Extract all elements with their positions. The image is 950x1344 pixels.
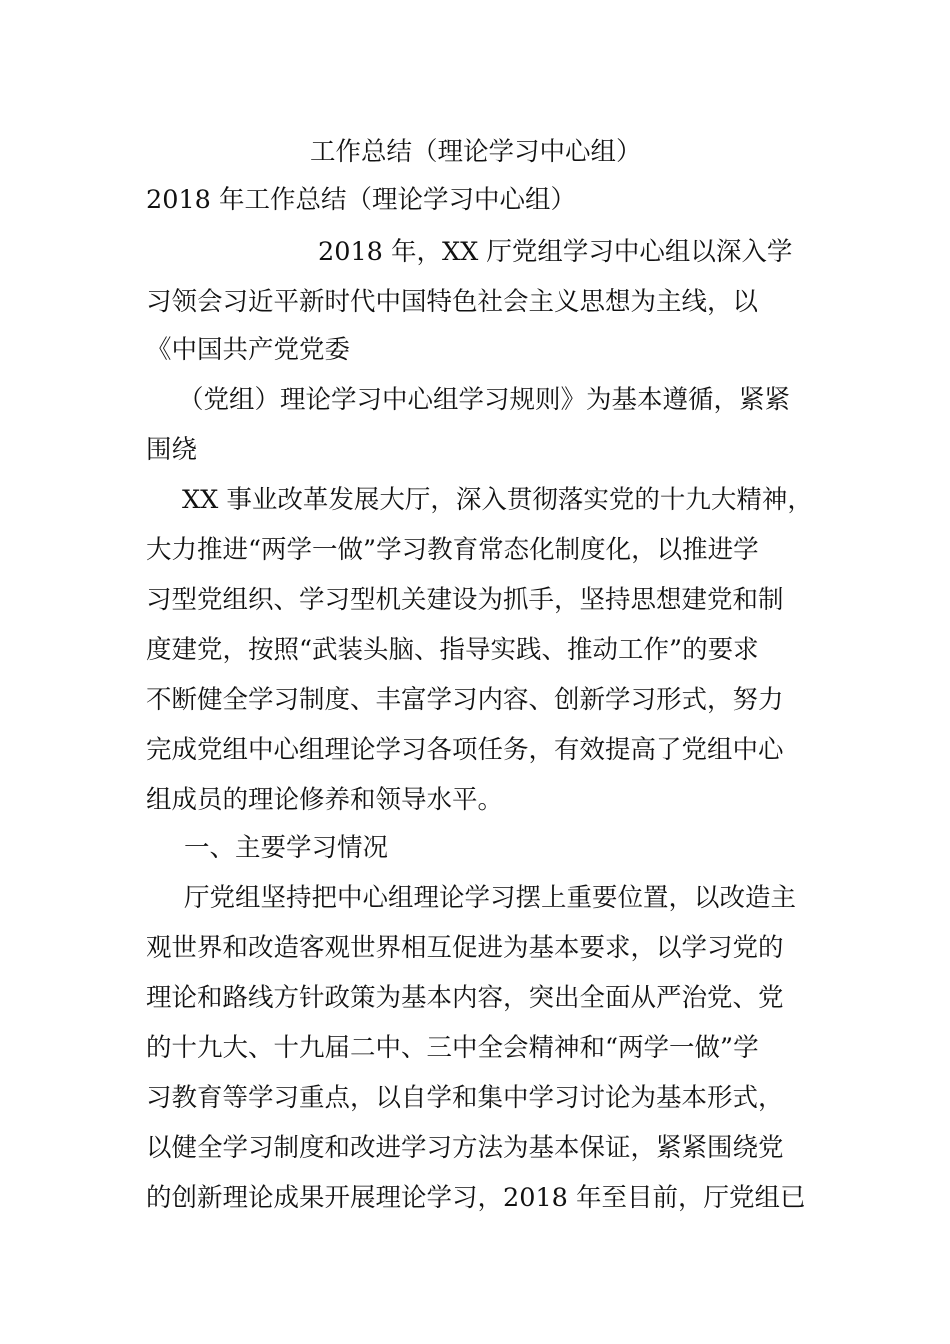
paragraph-line: 2018 年，XX 厅党组学习中心组以深入学 <box>318 237 793 267</box>
paragraph-line: 《中国共产党党委 <box>146 335 351 365</box>
paragraph-line: 完成党组中心组理论学习各项任务，有效提高了党组中心 <box>146 735 784 765</box>
paragraph-line: 围绕 <box>146 435 198 465</box>
paragraph-line: 度建党，按照“武装头脑、指导实践、推动工作”的要求 <box>146 635 759 665</box>
paragraph-line: 习型党组织、学习型机关建设为抓手，坚持思想建党和制 <box>146 585 784 615</box>
paragraph-line: 大力推进“两学一做”学习教育常态化制度化，以推进学 <box>146 535 759 565</box>
paragraph-line: XX 事业改革发展大厅，深入贯彻落实党的十九大精神， <box>182 485 813 515</box>
paragraph-line: 习教育等学习重点，以自学和集中学习讨论为基本形式， <box>146 1083 784 1113</box>
document-subtitle: 2018 年工作总结（理论学习中心组） <box>146 185 577 215</box>
paragraph-line: 观世界和改造客观世界相互促进为基本要求，以学习党的 <box>146 933 784 963</box>
paragraph-line: 的十九大、十九届二中、三中全会精神和“两学一做”学 <box>146 1033 759 1063</box>
paragraph-line: 的创新理论成果开展理论学习，2018 年至目前，厅党组已 <box>146 1183 806 1213</box>
paragraph-line: 组成员的理论修养和领导水平。 <box>146 785 504 815</box>
paragraph-line: 以健全学习制度和改进学习方法为基本保证，紧紧围绕党 <box>146 1133 784 1163</box>
document-title: 工作总结（理论学习中心组） <box>310 137 642 167</box>
paragraph-line: 厅党组坚持把中心组理论学习摆上重要位置，以改造主 <box>184 883 797 913</box>
paragraph-line: 习领会习近平新时代中国特色社会主义思想为主线，以 <box>146 287 759 317</box>
paragraph-line: 不断健全学习制度、丰富学习内容、创新学习形式，努力 <box>146 685 784 715</box>
paragraph-line: 理论和路线方针政策为基本内容，突出全面从严治党、党 <box>146 983 784 1013</box>
paragraph-line: （党组）理论学习中心组学习规则》为基本遵循，紧紧 <box>178 385 791 415</box>
section-heading: 一、主要学习情况 <box>184 833 389 863</box>
